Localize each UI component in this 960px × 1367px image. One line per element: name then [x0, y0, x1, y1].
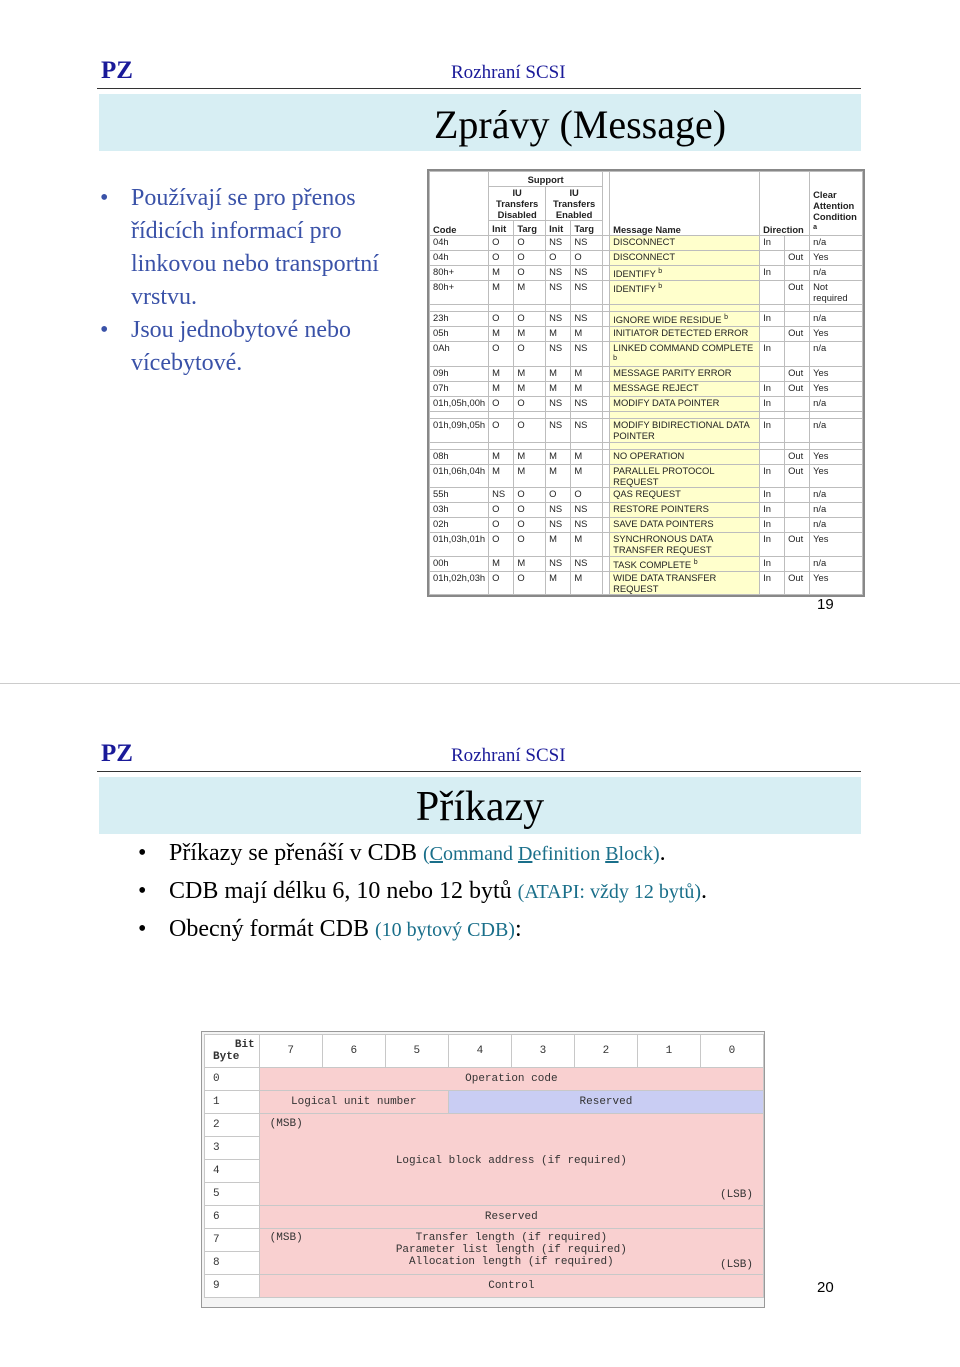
cell-clear: n/a [810, 557, 863, 572]
message-table [429, 171, 863, 595]
cell-d-targ: M [514, 557, 546, 572]
cell-e-targ: NS [571, 503, 603, 518]
cell-e-init: NS [546, 419, 571, 443]
header-iu-enabled: IU Transfers Enabled [546, 187, 603, 221]
cell-e-init: NS [546, 236, 571, 251]
cell-d-targ: M [514, 367, 546, 382]
byte-5: 5 [205, 1183, 260, 1206]
cell-d-init: M [489, 465, 514, 488]
course-title: Rozhraní SCSI [451, 62, 566, 83]
group-spacer [430, 443, 863, 450]
cell-out: Out [785, 450, 810, 465]
group-spacer [430, 305, 863, 312]
cell-e-init: M [546, 465, 571, 488]
cell-d-targ: O [514, 518, 546, 533]
cell-clear: Yes [810, 251, 863, 266]
cell-d-init: M [489, 382, 514, 397]
byte-1: 1 [205, 1091, 260, 1114]
cell-e-targ: O [571, 488, 603, 503]
slide-title [99, 94, 861, 151]
reserved-byte6-field: Reserved [259, 1206, 763, 1229]
cell-e-targ: NS [571, 518, 603, 533]
cell-d-init: O [489, 236, 514, 251]
bit-1: 1 [637, 1035, 700, 1068]
message-row [430, 281, 863, 305]
cell-d-init: O [489, 503, 514, 518]
cell-code: 03h [430, 503, 489, 518]
cell-e-targ: NS [571, 266, 603, 281]
cell-message-name: INITIATOR DETECTED ERROR [610, 327, 760, 342]
cell-clear: Yes [810, 367, 863, 382]
cdb-table [204, 1034, 764, 1298]
cell-message-name: MESSAGE PARITY ERROR [610, 367, 760, 382]
cell-code: 01h,03h,01h [430, 533, 489, 557]
bullet-item: • Obecný formát CDB (10 bytový CDB): [138, 912, 707, 950]
header-support: Support [489, 172, 603, 187]
cell-message-name: MESSAGE REJECT [610, 382, 760, 397]
bullet-dot-icon: • [138, 916, 147, 942]
message-row [430, 419, 863, 443]
cell-clear: Yes [810, 572, 863, 595]
lun-field: Logical unit number [259, 1091, 448, 1114]
message-row [430, 557, 863, 572]
cell-clear: n/a [810, 266, 863, 281]
cell-out [785, 503, 810, 518]
lba-msb: (MSB) [269, 1118, 303, 1130]
cell-d-init: M [489, 557, 514, 572]
cell-d-targ: O [514, 503, 546, 518]
cell-e-targ: NS [571, 281, 603, 305]
cell-e-targ: M [571, 572, 603, 595]
cell-e-targ: M [571, 382, 603, 397]
cell-e-init: NS [546, 312, 571, 327]
cell-d-targ: M [514, 465, 546, 488]
slide-20 [0, 684, 960, 1367]
slide-title-text: Zprávy (Message) [433, 102, 727, 147]
cell-d-init: O [489, 397, 514, 412]
header-targ: Targ [571, 221, 603, 236]
cell-message-name: IDENTIFY $^b$ [610, 266, 760, 281]
bit-3: 3 [511, 1035, 574, 1068]
header-code: Code [430, 172, 489, 236]
bullet-dot-icon: • [138, 840, 147, 866]
bit-5: 5 [385, 1035, 448, 1068]
cell-in [760, 367, 785, 382]
cell-code: 07h [430, 382, 489, 397]
message-row [430, 397, 863, 412]
cell-code: 04h [430, 236, 489, 251]
cell-clear: n/a [810, 419, 863, 443]
cell-code: 80h+ [430, 266, 489, 281]
cell-d-targ: O [514, 251, 546, 266]
cell-d-targ: O [514, 572, 546, 595]
message-row [430, 312, 863, 327]
cell-in: In [760, 382, 785, 397]
cell-d-targ: M [514, 327, 546, 342]
message-row [430, 450, 863, 465]
cell-e-targ: NS [571, 236, 603, 251]
cell-out [785, 488, 810, 503]
message-row [430, 465, 863, 488]
bullet-item: • Používají se pro přenos řídicích informací pro linkovou nebo transportní vrstvu. [100, 182, 420, 314]
cell-e-init: O [546, 251, 571, 266]
cell-in: In [760, 419, 785, 443]
cell-message-name: DISCONNECT [610, 251, 760, 266]
cell-d-targ: O [514, 419, 546, 443]
lba-lsb: (LSB) [719, 1189, 753, 1201]
cell-clear: n/a [810, 397, 863, 412]
header-clear: Clear Attention Condition $^a$ [810, 172, 863, 236]
cell-code: 23h [430, 312, 489, 327]
cell-e-init: O [546, 488, 571, 503]
cell-e-targ: NS [571, 342, 603, 367]
bit-6: 6 [322, 1035, 385, 1068]
operation-code-field: Operation code [259, 1068, 763, 1091]
message-row [430, 533, 863, 557]
bullet-item: • CDB mají délku 6, 10 nebo 12 bytů (ATAPI: vždy 12 bytů). [138, 874, 707, 912]
cell-out [785, 419, 810, 443]
cell-clear: Yes [810, 465, 863, 488]
bullet-list [100, 182, 420, 380]
message-row [430, 518, 863, 533]
header-rule [97, 771, 861, 772]
cell-message-name: MODIFY DATA POINTER [610, 397, 760, 412]
cell-clear: n/a [810, 518, 863, 533]
cell-e-init: NS [546, 281, 571, 305]
cell-in [760, 251, 785, 266]
cell-clear: n/a [810, 488, 863, 503]
bullet-list [138, 836, 707, 950]
bullet-item: • Příkazy se přenáší v CDB (Command Definition Block). [138, 836, 707, 874]
cell-e-init: NS [546, 518, 571, 533]
cell-code: 02h [430, 518, 489, 533]
cell-d-init: M [489, 367, 514, 382]
cell-in [760, 281, 785, 305]
course-title: Rozhraní SCSI [451, 745, 566, 766]
cell-d-targ: O [514, 397, 546, 412]
cell-out: Out [785, 465, 810, 488]
cell-d-init: M [489, 266, 514, 281]
cell-d-targ: O [514, 488, 546, 503]
slide-title: Příkazy [99, 777, 861, 834]
cell-d-targ: M [514, 450, 546, 465]
cell-out: Out [785, 572, 810, 595]
cell-code: 01h,09h,05h [430, 419, 489, 443]
cell-message-name: IDENTIFY $^b$ [610, 281, 760, 305]
message-row [430, 503, 863, 518]
byte-2: 2 [205, 1114, 260, 1137]
cell-e-init: NS [546, 266, 571, 281]
message-row [430, 367, 863, 382]
cell-code: 55h [430, 488, 489, 503]
len-line-2: Parameter list length (if required) [395, 1244, 627, 1256]
cell-e-targ: NS [571, 419, 603, 443]
cell-clear: Yes [810, 533, 863, 557]
cell-d-targ: M [514, 382, 546, 397]
cell-e-targ: M [571, 327, 603, 342]
cell-out [785, 312, 810, 327]
cell-d-targ: O [514, 312, 546, 327]
cell-message-name: QAS REQUEST [610, 488, 760, 503]
cell-in: In [760, 312, 785, 327]
bit-byte-header: Bit Byte [205, 1035, 260, 1068]
cell-message-name: DISCONNECT [610, 236, 760, 251]
len-msb: (MSB) [269, 1232, 303, 1244]
header-iu-disabled: IU Transfers Disabled [489, 187, 546, 221]
cell-e-targ: M [571, 533, 603, 557]
cell-clear: Yes [810, 450, 863, 465]
header-targ: Targ [514, 221, 546, 236]
cell-d-init: O [489, 572, 514, 595]
cell-message-name: RESTORE POINTERS [610, 503, 760, 518]
len-lsb: (LSB) [719, 1259, 753, 1271]
cell-e-targ: M [571, 465, 603, 488]
cell-e-targ: NS [571, 312, 603, 327]
cell-e-init: M [546, 450, 571, 465]
cell-d-init: NS [489, 488, 514, 503]
cell-in: In [760, 503, 785, 518]
cell-clear: n/a [810, 342, 863, 367]
byte-6: 6 [205, 1206, 260, 1229]
cell-clear: n/a [810, 503, 863, 518]
cell-clear: n/a [810, 236, 863, 251]
group-spacer [430, 412, 863, 419]
cell-e-init: NS [546, 397, 571, 412]
cell-in [760, 327, 785, 342]
byte-0: 0 [205, 1068, 260, 1091]
cell-in: In [760, 518, 785, 533]
cell-code: 04h [430, 251, 489, 266]
bit-7: 7 [259, 1035, 322, 1068]
cell-clear: Not required [810, 281, 863, 305]
cell-e-init: M [546, 533, 571, 557]
cell-out [785, 397, 810, 412]
lba-label: Logical block address (if required) [395, 1155, 627, 1167]
cell-e-targ: M [571, 450, 603, 465]
cell-e-init: M [546, 327, 571, 342]
cell-e-targ: M [571, 367, 603, 382]
cell-in: In [760, 488, 785, 503]
cell-code: 09h [430, 367, 489, 382]
cell-out: Out [785, 281, 810, 305]
len-line-1: Transfer length (if required) [415, 1232, 608, 1244]
cell-e-targ: NS [571, 557, 603, 572]
message-row [430, 572, 863, 595]
cell-e-targ: O [571, 251, 603, 266]
cell-d-init: O [489, 419, 514, 443]
cell-message-name: PARALLEL PROTOCOL REQUEST [610, 465, 760, 488]
cell-code: 08h [430, 450, 489, 465]
cell-clear: Yes [810, 382, 863, 397]
byte-7: 7 [205, 1229, 260, 1252]
cell-d-targ: O [514, 266, 546, 281]
cell-code: 01h,06h,04h [430, 465, 489, 488]
cell-out [785, 557, 810, 572]
reserved-field: Reserved [448, 1091, 763, 1114]
cell-in: In [760, 557, 785, 572]
cell-e-init: NS [546, 557, 571, 572]
cdb-format-figure [201, 1031, 765, 1308]
lba-field [259, 1114, 763, 1206]
cell-d-targ: O [514, 533, 546, 557]
cell-e-init: NS [546, 503, 571, 518]
pz-logo: PZ [101, 740, 133, 767]
cell-d-init: O [489, 342, 514, 367]
cell-out [785, 518, 810, 533]
message-row [430, 236, 863, 251]
length-field [259, 1229, 763, 1275]
header-init: Init [546, 221, 571, 236]
message-row [430, 251, 863, 266]
bullet-item: • Jsou jednobytové nebo vícebytové. [100, 314, 420, 380]
cell-in: In [760, 533, 785, 557]
cell-out: Out [785, 367, 810, 382]
cell-out [785, 266, 810, 281]
cell-message-name: SAVE DATA POINTERS [610, 518, 760, 533]
cell-e-init: M [546, 367, 571, 382]
header-message-name: Message Name [610, 172, 760, 236]
bit-2: 2 [574, 1035, 637, 1068]
cell-e-init: NS [546, 342, 571, 367]
byte-3: 3 [205, 1137, 260, 1160]
cell-code: 05h [430, 327, 489, 342]
cell-out: Out [785, 382, 810, 397]
bullet-dot-icon: • [100, 317, 109, 343]
cell-clear: Yes [810, 327, 863, 342]
len-line-3: Allocation length (if required) [409, 1256, 614, 1268]
cell-message-name: TASK COMPLETE $^b$ [610, 557, 760, 572]
cell-out: Out [785, 251, 810, 266]
cell-out [785, 236, 810, 251]
cell-d-init: M [489, 327, 514, 342]
cell-d-targ: M [514, 281, 546, 305]
bit-4: 4 [448, 1035, 511, 1068]
cell-d-init: O [489, 518, 514, 533]
cell-code: 01h,02h,03h [430, 572, 489, 595]
cell-in: In [760, 236, 785, 251]
cell-out: Out [785, 327, 810, 342]
bullet-dot-icon: • [100, 185, 109, 211]
cell-in: In [760, 397, 785, 412]
cell-d-init: O [489, 533, 514, 557]
cell-in: In [760, 266, 785, 281]
header-direction: Direction [760, 172, 810, 236]
cell-message-name: SYNCHRONOUS DATA TRANSFER REQUEST [610, 533, 760, 557]
header-rule [97, 88, 861, 89]
cell-d-init: O [489, 312, 514, 327]
bit-0: 0 [700, 1035, 763, 1068]
cell-message-name: IGNORE WIDE RESIDUE $^b$ [610, 312, 760, 327]
bullet-dot-icon: • [138, 878, 147, 904]
message-row [430, 342, 863, 367]
cell-code: 0Ah [430, 342, 489, 367]
pz-logo: PZ [101, 57, 133, 84]
message-row [430, 327, 863, 342]
cell-code: 00h [430, 557, 489, 572]
cell-code: 80h+ [430, 281, 489, 305]
cell-message-name: LINKED COMMAND COMPLETE $^b$ [610, 342, 760, 367]
cell-d-init: O [489, 251, 514, 266]
page-number: 19 [817, 596, 834, 613]
cell-out: Out [785, 533, 810, 557]
cell-code: 01h,05h,00h [430, 397, 489, 412]
control-field: Control [259, 1275, 763, 1298]
cell-d-targ: O [514, 236, 546, 251]
cell-e-init: M [546, 382, 571, 397]
page-number: 20 [817, 1279, 834, 1296]
byte-8: 8 [205, 1252, 260, 1275]
byte-4: 4 [205, 1160, 260, 1183]
cell-clear: n/a [810, 312, 863, 327]
cell-message-name: MODIFY BIDIRECTIONAL DATA POINTER [610, 419, 760, 443]
cell-e-init: M [546, 572, 571, 595]
cell-message-name: NO OPERATION [610, 450, 760, 465]
cell-in: In [760, 465, 785, 488]
cell-e-targ: NS [571, 397, 603, 412]
header-init: Init [489, 221, 514, 236]
cell-out [785, 342, 810, 367]
message-row [430, 382, 863, 397]
cell-message-name: WIDE DATA TRANSFER REQUEST [610, 572, 760, 595]
cell-d-targ: O [514, 342, 546, 367]
message-row [430, 488, 863, 503]
byte-9: 9 [205, 1275, 260, 1298]
cell-in: In [760, 572, 785, 595]
cell-d-init: M [489, 281, 514, 305]
cell-in [760, 450, 785, 465]
cell-in: In [760, 342, 785, 367]
message-row [430, 266, 863, 281]
cell-d-init: M [489, 450, 514, 465]
